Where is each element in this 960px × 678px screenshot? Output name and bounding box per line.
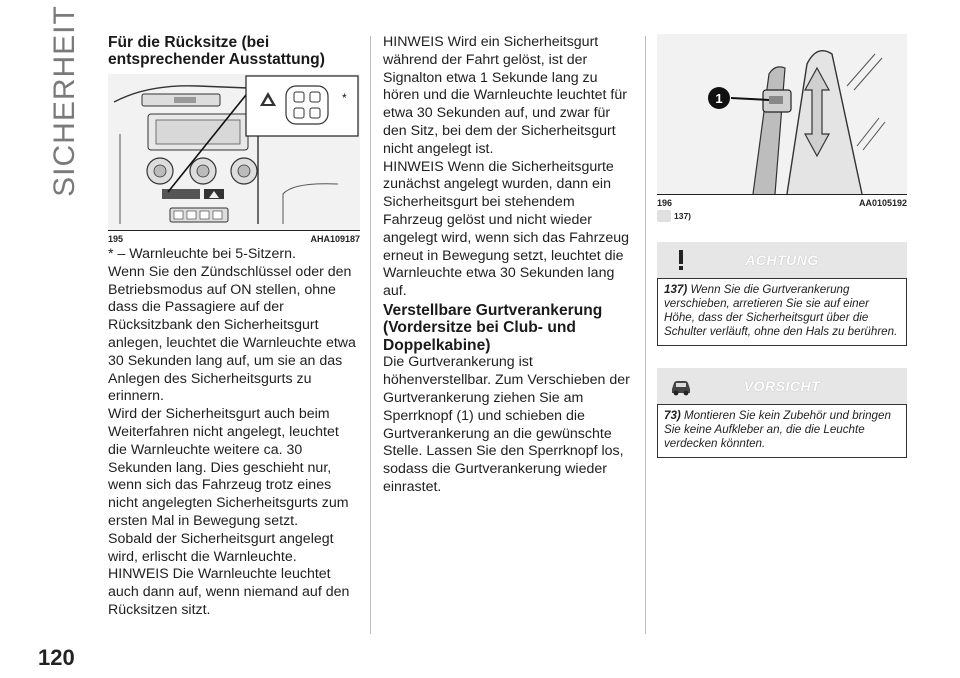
- column-2: [383, 34, 635, 497]
- figure-195-code: AHA109187: [310, 234, 360, 244]
- paragraph: HINWEIS Die Warnleuchte leuchtet auch dann auf, wenn niemand auf den Rücksitzen sitzt.: [108, 566, 350, 618]
- figure-195-callout-star: *: [342, 91, 347, 105]
- warning-title: ACHTUNG: [745, 252, 819, 268]
- column-1-body: [108, 246, 360, 620]
- caution-box: [657, 368, 907, 458]
- paragraph: HINWEIS Wenn die Sicherheitsgurte zunächst angelegt wurden, dann ein Sicherheitsgurt bei stehendem Fahrzeug gelöst und nicht wieder angelegt wird, wenn sich das Fahrzeug erneut in Bewegung setzt, leuchtet die Warnleuchte etwa 30 Sekunden lang auf.: [383, 158, 630, 300]
- caution-body: [657, 405, 907, 458]
- figure-195: [108, 74, 360, 230]
- paragraph: Sobald der Sicherheitsgurt angelegt wird, erlischt die Warnleuchte.: [108, 530, 334, 565]
- figure-196-caption: [657, 194, 907, 208]
- paragraph: HINWEIS Wird ein Sicherheitsgurt während der Fahrt gelöst, ist der Signalton etwa 1 Sekunde lang zu hören und die Warnleuchte leuchtet für etwa 30 Sekunden auf, und zwar für den Sitz, bei dem der Sicherheitsgurt nicht angelegt ist.: [383, 34, 627, 157]
- figure-196: [657, 34, 907, 194]
- checkmark-icon: [657, 210, 671, 222]
- warning-exclamation-icon: [669, 248, 693, 272]
- section-title-text: SICHERHEIT: [48, 5, 81, 197]
- warning-box: [657, 242, 907, 346]
- caution-ref: 73): [664, 409, 681, 422]
- paragraph: Wenn Sie den Zündschlüssel oder den Betriebsmodus auf ON stellen, ohne dass die Passagiere auf der Rücksitzbank den Sicherheitsgurt anlegen, leuchtet die Warnleuchte etwa 30 Sekunden lang auf, um sie an das Anlegen des Sicherheitsgurts zu erinnern.: [108, 263, 356, 405]
- rear-seats-heading: Für die Rücksitze (bei entsprechender Ausstattung): [108, 34, 325, 68]
- warning-header: [657, 242, 907, 279]
- warning-text: Wenn Sie die Gurtverankerung verschieben, arretieren Sie sie auf einer Höhe, dass der Sicherheitsgurt über die Schulter verläuft, ohne den Hals zu berühren.: [664, 283, 898, 338]
- figure-196-code: AA0105192: [858, 198, 907, 208]
- warning-body: [657, 279, 907, 346]
- figure-196-callout-1: 1: [715, 91, 723, 106]
- section-side-title: [40, 5, 90, 197]
- figure-195-caption: [108, 230, 360, 244]
- column-divider-2: [645, 36, 646, 634]
- belt-anchor-illustration: [657, 34, 907, 194]
- belt-anchor-heading: Verstellbare Gurtverankerung (Vordersitze bei Club- und Doppelkabine): [383, 301, 603, 354]
- figure-196-number: 196: [657, 198, 673, 208]
- paragraph: Wird der Sicherheitsgurt auch beim Weiterfahren nicht angelegt, leuchtet die Warnleuchte weitere ca. 30 Sekunden lang. Dies geschieht nur, wenn sich das Fahrzeug trotz eines nicht angelegten Sicherheitsgurts zum ersten Mal in Bewegung setzt.: [108, 406, 349, 529]
- figure-196-ref-number: 137): [674, 211, 692, 221]
- figure-196-ref: [657, 210, 907, 222]
- caution-text: Montieren Sie kein Zubehör und bringen Sie keine Aufkleber an, die die Leuchte verdecken könnten.: [664, 409, 891, 450]
- page-number: 120: [38, 645, 75, 670]
- paragraph: * – Warnleuchte bei 5-Sitzern.: [108, 246, 296, 262]
- caution-title: VORSICHT: [743, 378, 821, 394]
- figure-195-number: 195: [108, 234, 124, 244]
- column-3: [657, 34, 907, 458]
- dashboard-illustration: [108, 74, 360, 230]
- car-caution-icon: [669, 374, 693, 398]
- paragraph: Die Gurtverankerung ist höhenverstellbar. Zum Verschieben der Gurtverankerung ziehen Sie am Sperrknopf (1) und schieben die Gurtverankerung an die gewünschte Stelle. Lassen Sie den Sperrknopf los, sodass die Gurtverankerung wieder einrastet.: [383, 354, 630, 496]
- warning-ref: 137): [664, 283, 688, 296]
- column-1: [108, 34, 360, 620]
- caution-header: [657, 368, 907, 405]
- column-divider-1: [370, 36, 371, 634]
